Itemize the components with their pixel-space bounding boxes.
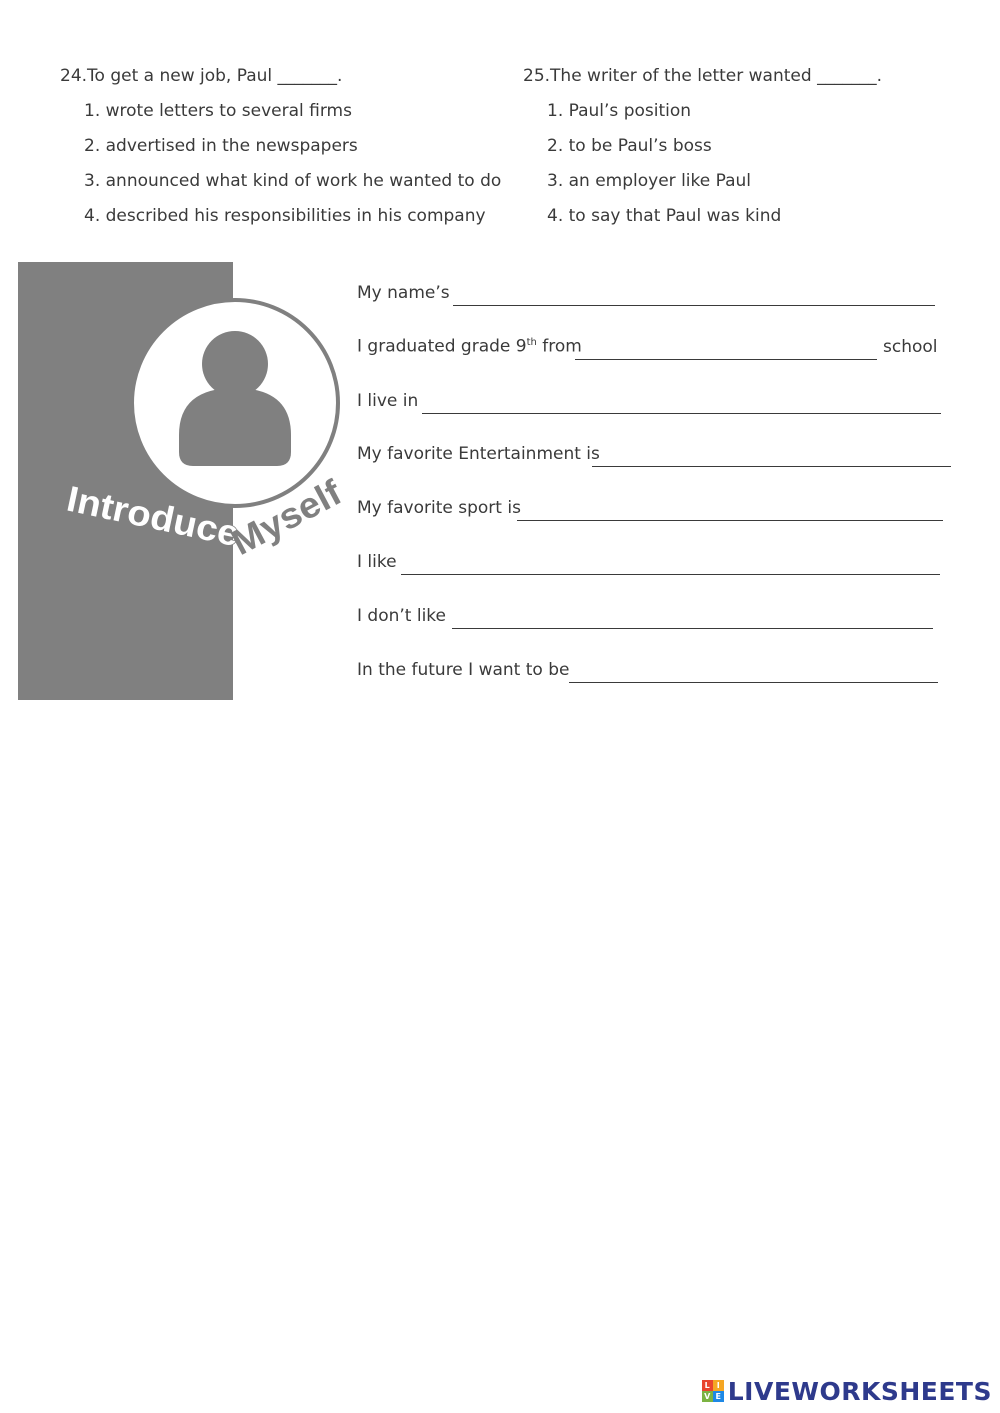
question-stem: 24.To get a new job, Paul _______. — [60, 66, 343, 86]
question-25 — [523, 64, 963, 239]
option-list — [523, 99, 963, 239]
entertainment-blank[interactable] — [592, 465, 951, 467]
mark-letter-e: E — [713, 1391, 724, 1402]
entertainment-line — [357, 437, 953, 467]
name-label: My name’s — [357, 283, 450, 303]
name-blank[interactable] — [453, 304, 935, 306]
school-suffix: school — [883, 337, 938, 357]
option-1[interactable]: 1. wrote letters to several firms — [84, 101, 352, 121]
option-2[interactable]: 2. to be Paul’s boss — [547, 136, 712, 156]
name-line — [357, 276, 937, 306]
like-line — [357, 545, 942, 575]
dislike-label: I don’t like — [357, 606, 447, 626]
live-label: I live in — [357, 391, 419, 411]
future-blank[interactable] — [569, 681, 938, 683]
liveworksheets-wordmark: LIVEWORKSHEETS — [727, 1376, 992, 1406]
dislike-line — [357, 599, 935, 629]
option-3[interactable]: 3. announced what kind of work he wanted to do — [84, 171, 502, 191]
mark-letter-v: V — [702, 1391, 713, 1402]
grade-line — [357, 330, 942, 360]
option-1[interactable]: 1. Paul’s position — [547, 101, 692, 121]
dislike-blank[interactable] — [452, 627, 933, 629]
question-stem: 25.The writer of the letter wanted _______. — [523, 66, 882, 86]
future-line — [357, 653, 940, 683]
option-3[interactable]: 3. an employer like Paul — [547, 171, 752, 191]
mark-letter-l: L — [702, 1380, 713, 1391]
option-4[interactable]: 4. to say that Paul was kind — [547, 206, 782, 226]
grade-label: I graduated grade 9th from — [357, 337, 582, 357]
entertainment-label: My favorite Entertainment is — [357, 444, 600, 464]
sport-line — [357, 491, 945, 521]
like-blank[interactable] — [401, 573, 940, 575]
option-2[interactable]: 2. advertised in the newspapers — [84, 136, 358, 156]
school-blank[interactable] — [575, 358, 877, 360]
like-label: I like — [357, 552, 397, 572]
sport-label: My favorite sport is — [357, 498, 521, 518]
liveworksheets-logo[interactable] — [702, 1377, 992, 1405]
future-label: In the future I want to be — [357, 660, 570, 680]
sport-blank[interactable] — [517, 519, 943, 521]
introduce-myself-heading-2: Myself — [224, 474, 343, 564]
introduce-graphic — [0, 0, 360, 710]
option-4[interactable]: 4. described his responsibilities in his company — [84, 206, 486, 226]
live-line — [357, 384, 943, 414]
liveworksheets-mark-icon — [702, 1380, 724, 1402]
introduce-myself-heading: Introduce — [63, 477, 233, 552]
mark-letter-i: I — [713, 1380, 724, 1391]
live-blank[interactable] — [422, 412, 941, 414]
